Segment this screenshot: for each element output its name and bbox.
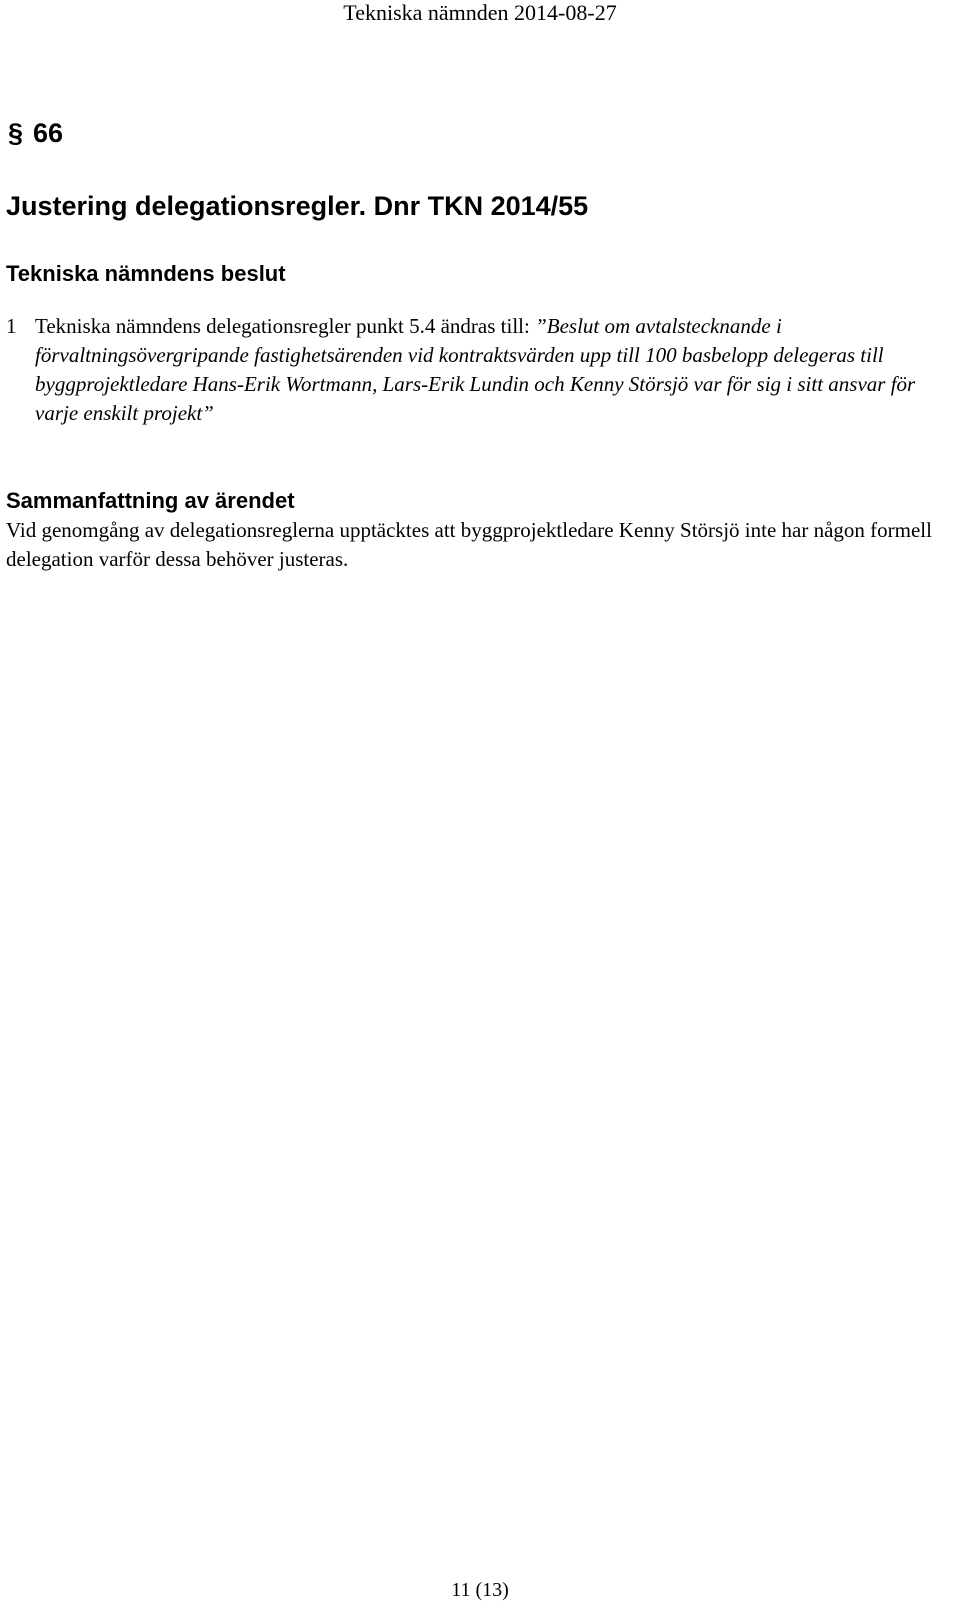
decision-quote: ”Beslut om avtalstecknande i förvaltningsövergripande fastighetsärenden vid kontraktsvärden upp till 100 basbelopp delegeras till byggprojektledare Hans-Erik Wortmann, Lars-Erik Lundin och Kenny Störsjö var för sig i sitt ansvar för varje enskilt projekt” [35, 314, 916, 425]
page-header [0, 0, 960, 26]
header-text: Tekniska nämnden 2014-08-27 [343, 0, 617, 25]
page-footer [0, 1578, 960, 1602]
summary-heading: Sammanfattning av ärendet [6, 488, 295, 513]
section-number-value: 66 [33, 118, 64, 148]
decision-heading: Tekniska nämndens beslut [6, 261, 286, 286]
decision-item [6, 312, 946, 428]
section-number [8, 117, 63, 149]
decision-item-body [35, 312, 946, 428]
decision-intro: Tekniska nämndens delegationsregler punkt 5.4 ändras till: [35, 314, 536, 338]
document-title: Justering delegationsregler. Dnr TKN 2014/55 [6, 191, 589, 221]
section-symbol: § [8, 118, 24, 148]
page-number: 11 (13) [451, 1579, 509, 1601]
summary-text: Vid genomgång av delegationsreglerna upptäcktes att byggprojektledare Kenny Störsjö inte har någon formell delegation varför dessa behöver justeras. [6, 518, 932, 571]
decision-item-number: 1 [6, 314, 17, 338]
